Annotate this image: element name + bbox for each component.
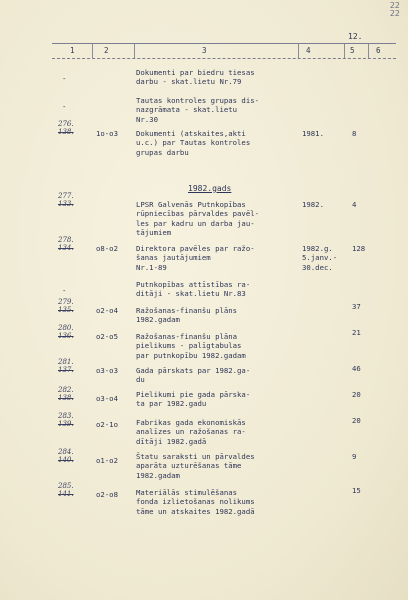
handwritten-number [58,120,92,136]
omitted-marker: - [62,102,67,111]
index-code: o2-o8 [96,490,118,499]
column-header-row [52,43,396,59]
handwritten-number [58,358,92,374]
old-file-number: 138. [58,394,74,402]
file-title: Ražošanas-finanšu plāns 1982.gadam [136,306,238,325]
handwritten-number [58,298,92,314]
old-file-number: 139. [58,420,74,428]
handwritten-number [58,324,92,340]
index-code: o2-o5 [96,332,118,341]
new-file-number: 283. [58,412,74,420]
column-header-3: 3 [202,46,207,55]
column-header-1: 1 [70,46,75,55]
year-heading: 1982.gads [188,184,232,193]
handwritten-number [58,236,92,252]
column-divider [344,44,345,58]
handwritten-number [58,192,92,208]
file-title: Dokumenti par biedru tiesas darbu - skat.lietu Nr.79 [136,68,255,87]
sheet-count: 21 [352,328,361,337]
sheet-count: 46 [352,364,361,373]
column-divider [298,44,299,58]
sheet-count: 128 [352,244,366,253]
page-number-stamp-line1: 22 [389,1,400,10]
sheet-count: 4 [352,200,357,209]
handwritten-number [58,412,92,428]
column-header-4: 4 [306,46,311,55]
column-header-5: 5 [350,46,355,55]
file-title: Direktora pavēles par ražo- šanas jautājumiem Nr.1-89 [136,244,255,272]
file-title: Ražošanas-finanšu plāna pielikums - palīgtabulas par putnkopību 1982.gadam [136,332,246,360]
index-code: 1o-o3 [96,129,118,138]
new-file-number: 279. [58,298,74,306]
new-file-number: 285. [58,482,74,490]
sheet-count: 20 [352,390,361,399]
file-title: Štatu saraksti un pārvaldes aparāta uzturēšanas tāme 1982.gadam [136,452,255,480]
index-code: o2-o4 [96,306,118,315]
file-title: Gada pārskats par 1982.ga- du [136,366,251,385]
sheet-count: 20 [352,416,361,425]
file-title: Fabrikas gada ekonomiskās analīzes un ražošanas ra- dītāji 1982.gadā [136,418,246,446]
new-file-number: 284. [58,448,74,456]
file-title: Putnkopības attīstības ra- ditāji - skat.lietu Nr.83 [136,280,251,299]
file-title: Pielikumi pie gada pārska- ta par 1982.gadu [136,390,251,409]
omitted-marker: - [62,286,67,295]
sheet-count: 8 [352,129,357,138]
index-code: o2-1o [96,420,118,429]
column-header-6: 6 [376,46,381,55]
old-file-number: 136. [58,332,74,340]
file-title: Materiālās stimulēšanas fonda izlietošanas nolikums tāme un atskaites 1982.gadā [136,488,255,516]
old-file-number: 133. [58,200,74,208]
page-number-stamp-line2: 22 [389,9,400,18]
file-date: 1982. [302,200,324,209]
file-title: LPSR Galvenās Putnkopības rūpniecības pārvaldes pavēl- les par kadru un darba jau- tājumiem [136,200,260,237]
sheet-count: 37 [352,302,361,311]
old-file-number: 135. [58,306,74,314]
index-code: o8-o2 [96,244,118,253]
file-title: Tautas kontroles grupas dis- nazgrāmata - skat.lietu Nr.30 [136,96,260,124]
column-divider [134,44,135,58]
new-file-number: 276. [58,120,74,128]
index-code: o1-o2 [96,456,118,465]
new-file-number: 277. [58,192,74,200]
sheet-count: 9 [352,452,357,461]
omitted-marker: - [62,74,67,83]
column-divider [92,44,93,58]
old-file-number: 137. [58,366,74,374]
file-title: Dokumenti (atskaites,akti u.c.) par Tautas kontroles grupas darbu [136,129,251,157]
new-file-number: 282. [58,386,74,394]
sheet-number: 12. [348,32,363,41]
new-file-number: 280. [58,324,74,332]
handwritten-number [58,448,92,464]
new-file-number: 281. [58,358,74,366]
old-file-number: 134. [58,244,74,252]
old-file-number: 141. [58,490,74,498]
file-date: 1981. [302,129,324,138]
page-number-stamp [390,2,400,18]
old-file-number: 140. [58,456,74,464]
index-code: o3-o4 [96,394,118,403]
handwritten-number [58,386,92,402]
index-code: o3-o3 [96,366,118,375]
handwritten-number [58,482,92,498]
file-date: 1982.g. 5.janv.- 30.dec. [302,244,338,272]
old-file-number: 138. [58,128,74,136]
sheet-count: 15 [352,486,361,495]
new-file-number: 278. [58,236,74,244]
column-divider [368,44,369,58]
column-header-2: 2 [104,46,109,55]
